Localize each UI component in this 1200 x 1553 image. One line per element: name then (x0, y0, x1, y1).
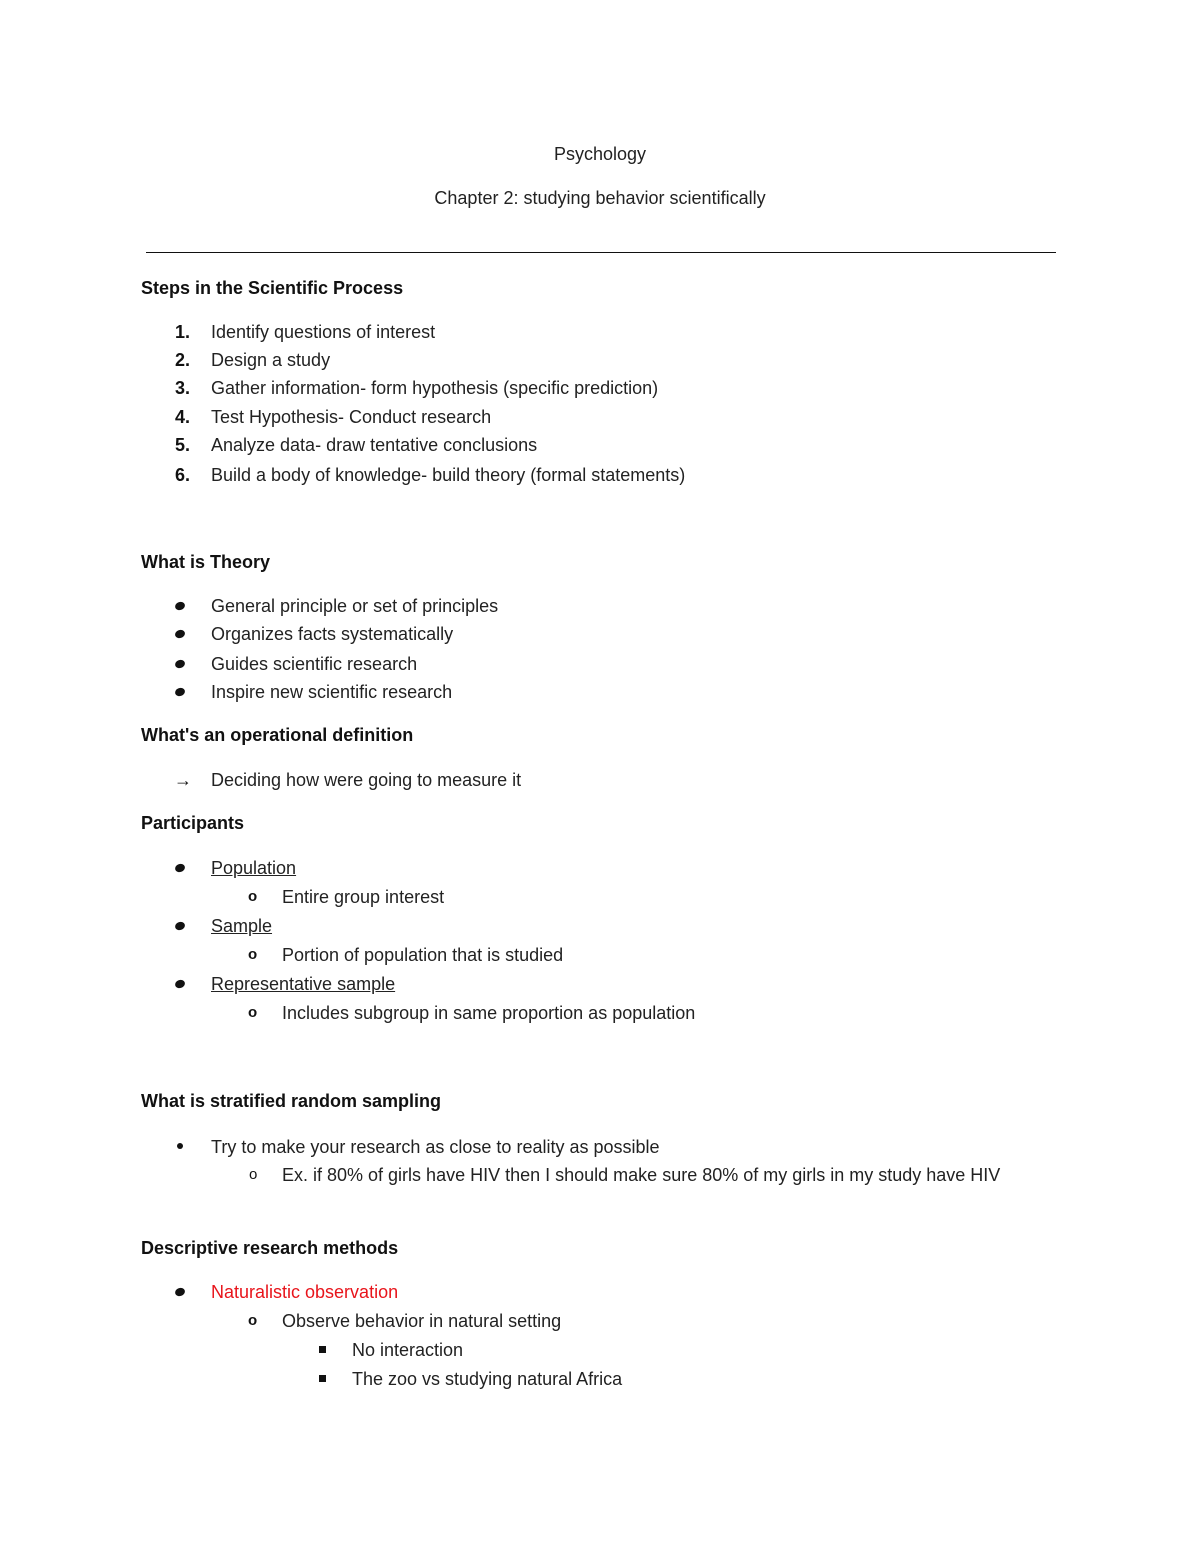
list-item: Build a body of knowledge- build theory (formal statements) (211, 465, 686, 485)
section-heading-steps: Steps in the Scientific Process (141, 278, 404, 298)
bullet-icon (174, 687, 186, 698)
list-number: 4. (175, 407, 191, 427)
list-item: Analyze data- draw tentative conclusions (211, 435, 538, 455)
list-number: 6. (175, 465, 191, 485)
list-subsubitem: No interaction (352, 1340, 464, 1360)
bullet-icon (174, 601, 186, 612)
term-population: Population (211, 858, 297, 878)
list-item: Organizes facts systematically (211, 624, 454, 644)
bullet-icon (174, 1287, 186, 1298)
circle-bullet-icon: o (248, 1312, 258, 1329)
bullet-icon (174, 629, 186, 640)
list-subitem: Observe behavior in natural setting (282, 1311, 562, 1331)
term-definition: Portion of population that is studied (282, 945, 564, 965)
list-item: Test Hypothesis- Conduct research (211, 407, 492, 427)
list-item: Gather information- form hypothesis (specific prediction) (211, 378, 659, 398)
circle-bullet-icon: o (248, 1004, 258, 1021)
list-item: Try to make your research as close to reality as possible (211, 1137, 660, 1157)
list-number: 3. (175, 378, 191, 398)
list-subitem: Ex. if 80% of girls have HIV then I should make sure 80% of my girls in my study have HIV (282, 1165, 1001, 1185)
list-number: 1. (175, 322, 191, 342)
horizontal-rule (146, 252, 1056, 253)
bullet-icon (177, 1143, 183, 1149)
circle-bullet-icon: o (248, 946, 258, 963)
square-bullet-icon (319, 1375, 326, 1382)
circle-bullet-icon: o (249, 1166, 258, 1183)
list-item: Identify questions of interest (211, 322, 436, 342)
section-heading-participants: Participants (141, 813, 245, 833)
list-item: Design a study (211, 350, 331, 370)
bullet-icon (174, 921, 186, 932)
term-sample: Sample (211, 916, 273, 936)
bullet-icon (174, 659, 186, 670)
method-naturalistic-observation: Naturalistic observation (211, 1282, 399, 1302)
circle-bullet-icon: o (248, 888, 258, 905)
term-representative-sample: Representative sample (211, 974, 396, 994)
term-definition: Entire group interest (282, 887, 445, 907)
section-heading-descriptive: Descriptive research methods (141, 1238, 399, 1258)
document-subtitle: Chapter 2: studying behavior scientifically (434, 188, 766, 208)
list-number: 5. (175, 435, 191, 455)
document-title: Psychology (553, 144, 647, 164)
list-item: General principle or set of principles (211, 596, 499, 616)
section-heading-operational: What's an operational definition (141, 725, 414, 745)
section-heading-stratified: What is stratified random sampling (141, 1091, 442, 1111)
list-item: Inspire new scientific research (211, 682, 453, 702)
list-item: Deciding how were going to measure it (211, 770, 522, 790)
bullet-icon (174, 979, 186, 990)
list-number: 2. (175, 350, 191, 370)
bullet-icon (174, 863, 186, 874)
term-definition: Includes subgroup in same proportion as population (282, 1003, 696, 1023)
section-heading-theory: What is Theory (141, 552, 271, 572)
list-subsubitem: The zoo vs studying natural Africa (352, 1369, 623, 1389)
square-bullet-icon (319, 1346, 326, 1353)
right-arrow-icon: → (174, 770, 192, 790)
list-item: Guides scientific research (211, 654, 418, 674)
